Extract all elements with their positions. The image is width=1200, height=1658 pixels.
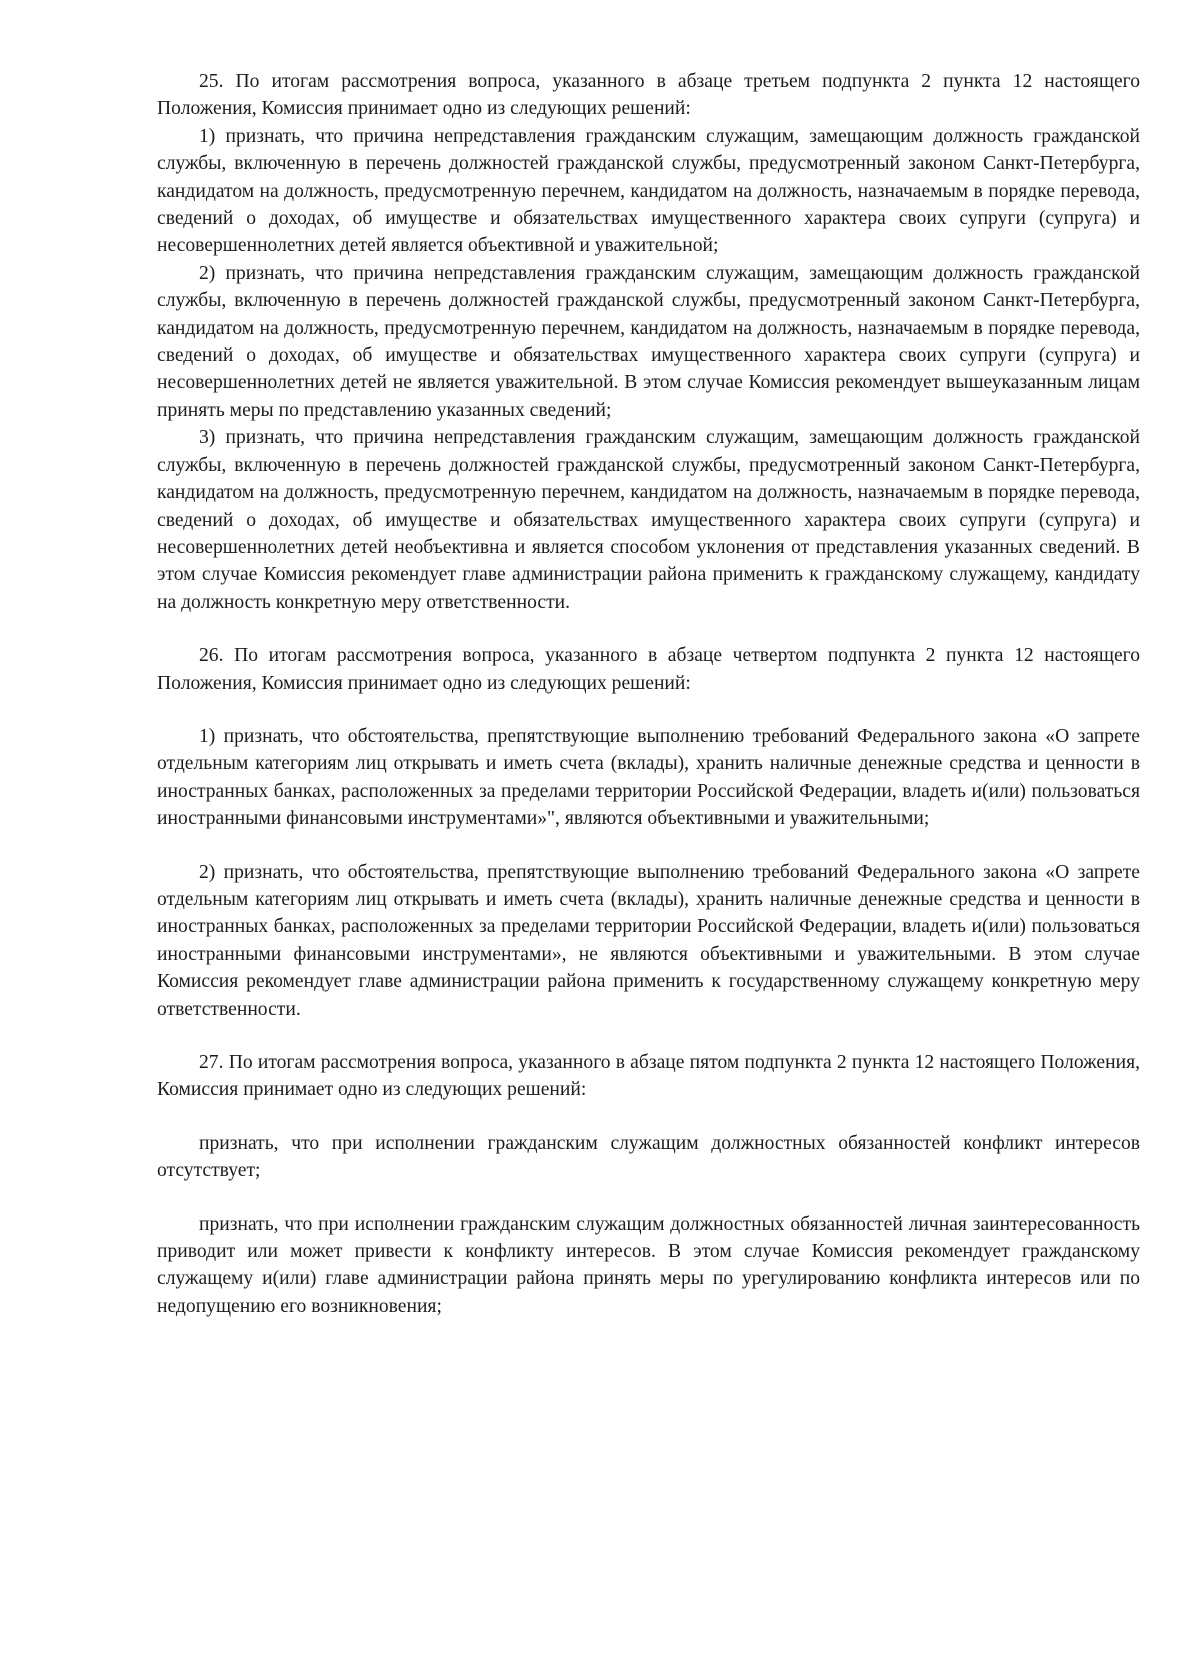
paragraph-25: 25. По итогам рассмотрения вопроса, указанного в абзаце третьем подпункта 2 пункта 12 настоящего Положения, Комиссия принимает одно из следующих решений:	[157, 71, 1140, 120]
paragraph-25-item-1: 1) признать, что причина непредставления гражданским служащим, замещающим должность гражданской службы, включенную в перечень должностей гражданской службы, предусмотренный законом Санкт-Петербурга, кандидатом на должность, предусмотренную перечнем, кандидатом на должность, назначаемым в порядке перевода, сведений о доходах, об имуществе и обязательствах имущественного характера своих супруги (супруга) и несовершеннолетних детей является объективной и уважительной;	[157, 125, 1140, 257]
paragraph-27-item-2: признать, что при исполнении гражданским служащим должностных обязанностей личная заинтересованность приводит или может привести к конфликту интересов. В этом случае Комиссия рекомендует гражданскому служащему и(или) главе администрации района принять меры по урегулированию конфликта интересов или по недопущению его возникновения;	[157, 1213, 1140, 1317]
paragraph-26-item-1: 1) признать, что обстоятельства, препятствующие выполнению требований Федерального закона «О запрете отдельным категориям лиц открывать и иметь счета (вклады), хранить наличные денежные средства и ценности в иностранных банках, расположенных за пределами территории Российской Федерации, владеть и(или) пользоваться иностранными финансовыми инструментами»", являются объективными и уважительными;	[157, 725, 1140, 830]
paragraph-25-item-3: 3) признать, что причина непредставления гражданским служащим, замещающим должность гражданской службы, включенную в перечень должностей гражданской службы, предусмотренный законом Санкт-Петербурга, кандидатом на должность, предусмотренную перечнем, кандидатом на должность, назначаемым в порядке перевода, сведений о доходах, об имуществе и обязательствах имущественного характера своих супруги (супруга) и несовершеннолетних детей необъективна и является способом уклонения от представления указанных сведений. В этом случае Комиссия рекомендует главе администрации района применить к гражданскому служащему, кандидату на должность конкретную меру ответственности.	[157, 427, 1140, 613]
paragraph-27: 27. По итогам рассмотрения вопроса, указанного в абзаце пятом подпункта 2 пункта 12 настоящего Положения, Комиссия принимает одно из следующих решений:	[157, 1052, 1140, 1101]
paragraph-25-item-2: 2) признать, что причина непредставления гражданским служащим, замещающим должность гражданской службы, включенную в перечень должностей гражданской службы, предусмотренный законом Санкт-Петербурга, кандидатом на должность, предусмотренную перечнем, кандидатом на должность, назначаемым в порядке перевода, сведений о доходах, об имуществе и обязательствах имущественного характера своих супруги (супруга) и несовершеннолетних детей не является уважительной. В этом случае Комиссия рекомендует вышеуказанным лицам принять меры по представлению указанных сведений;	[157, 262, 1140, 421]
paragraph-26: 26. По итогам рассмотрения вопроса, указанного в абзаце четвертом подпункта 2 пункта 12 настоящего Положения, Комиссия принимает одно из следующих решений:	[157, 645, 1140, 694]
paragraph-27-item-1: признать, что при исполнении гражданским служащим должностных обязанностей конфликт интересов отсутствует;	[157, 1132, 1140, 1182]
paragraph-26-item-2: 2) признать, что обстоятельства, препятствующие выполнению требований Федерального закона «О запрете отдельным категориям лиц открывать и иметь счета (вклады), хранить наличные денежные средства и ценности в иностранных банках, расположенных за пределами территории Российской Федерации, владеть и(или) пользоваться иностранными финансовыми инструментами», не являются объективными и уважительными. В этом случае Комиссия рекомендует главе администрации района применить к государственному служащему конкретную меру ответственности.	[157, 861, 1140, 1020]
document-page	[157, 68, 1140, 1320]
